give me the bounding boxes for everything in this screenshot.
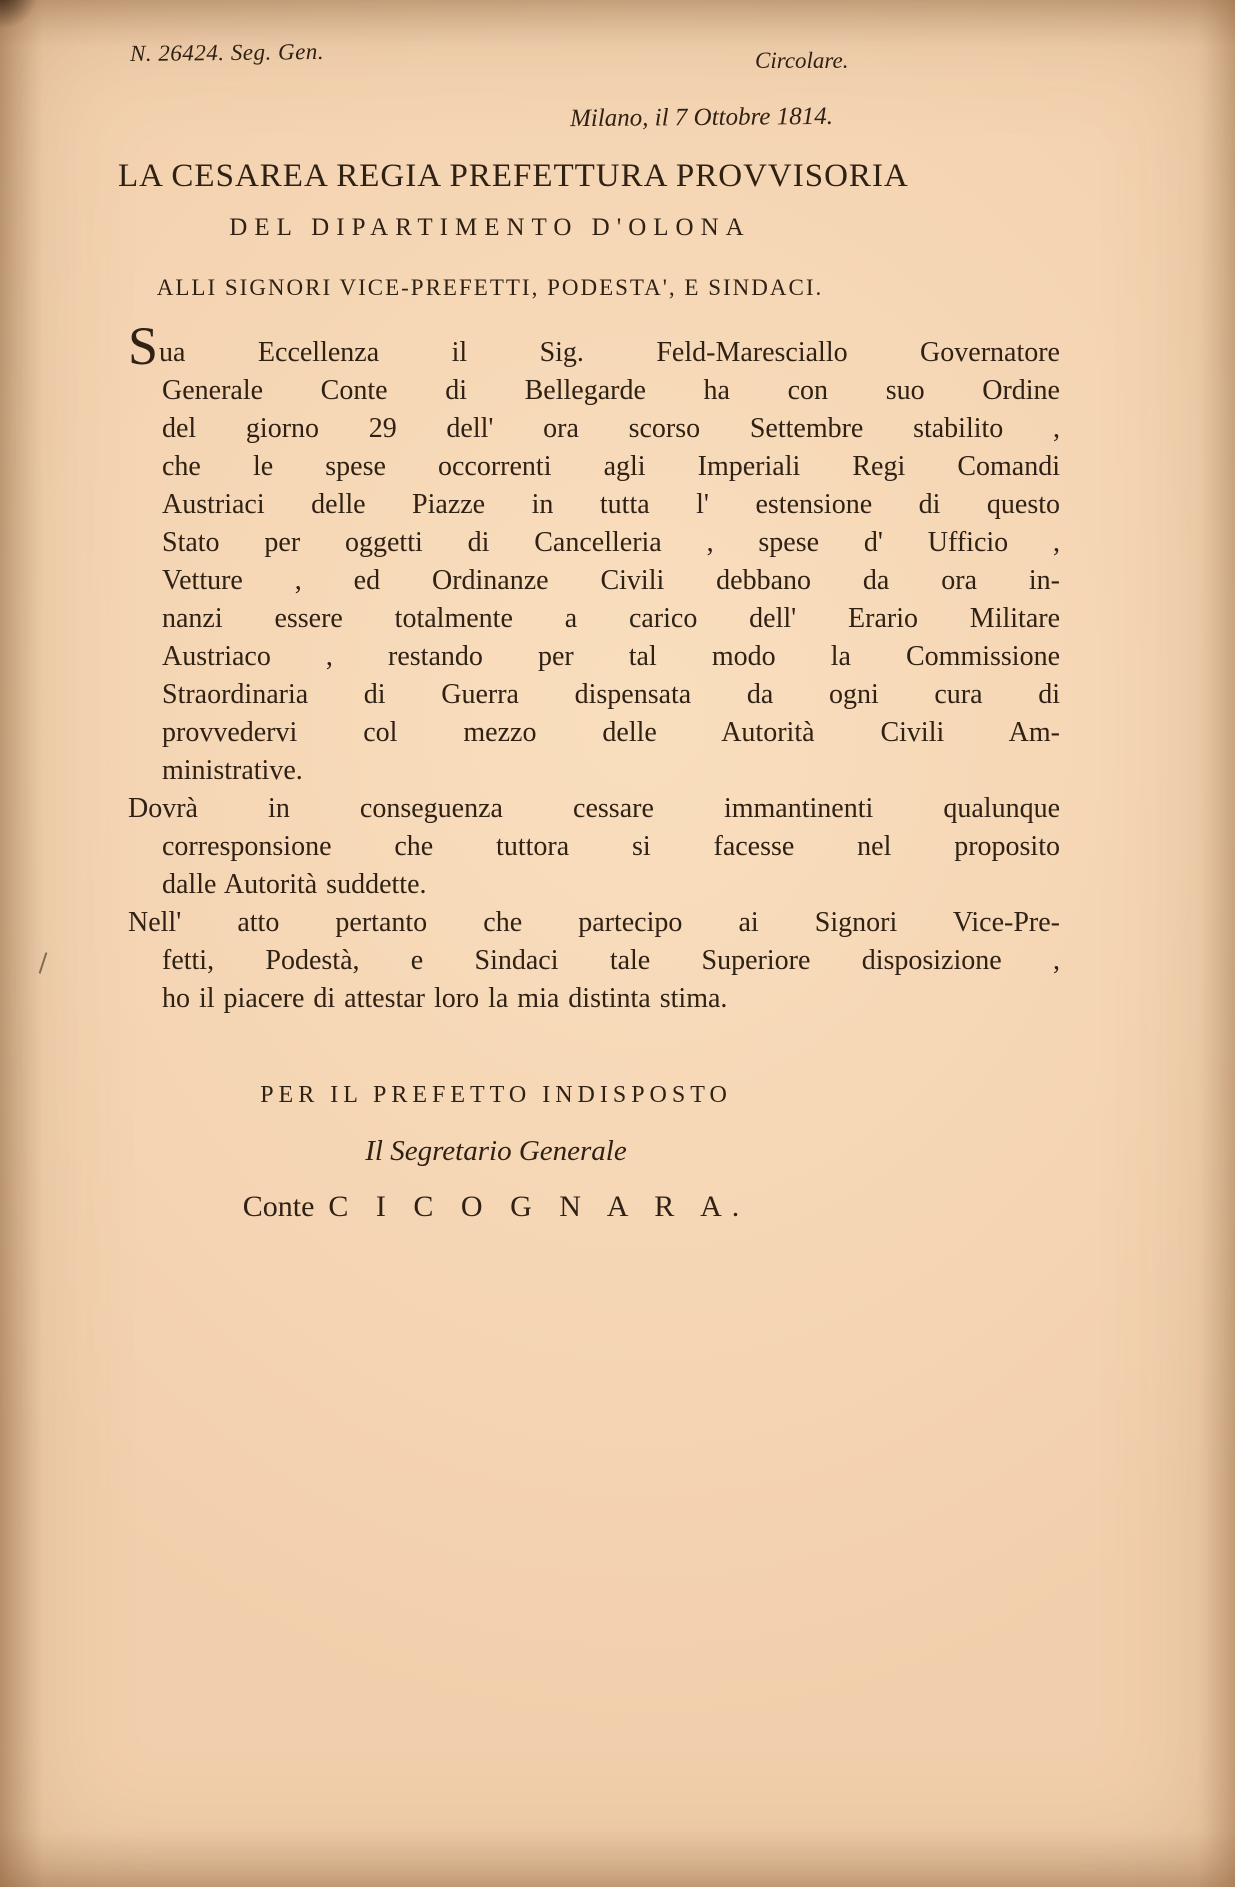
body-line: Generale Conte di Bellegarde ha con suo Ordine	[162, 375, 1060, 406]
closing-capacity-line: PER IL PREFETTO INDISPOSTO	[260, 1082, 732, 1108]
body-line: Nell' atto pertanto che partecipo ai Signori Vice-Pre-	[128, 907, 1060, 938]
body-line: provvedervi col mezzo delle Autorità Civili Am-	[162, 717, 1060, 748]
signature-line	[130, 1190, 862, 1224]
dateline: Milano, il 7 Ottobre 1814.	[569, 102, 834, 133]
body-line: Vetture , ed Ordinanze Civili debbano da ora in-	[162, 565, 1060, 596]
body-line: Straordinaria di Guerra dispensata da ogni cura di	[162, 679, 1060, 710]
body-paragraph-2	[128, 790, 1060, 904]
body-line: del giorno 29 dell' ora scorso Settembre stabilito ,	[162, 413, 1060, 444]
subheading: DEL DIPARTIMENTO D'OLONA	[229, 214, 751, 241]
body-paragraph-1	[128, 316, 1060, 790]
body-line: dalle Autorità suddette.	[162, 869, 427, 900]
body-line: fetti, Podestà, e Sindaci tale Superiore disposizione ,	[162, 945, 1060, 976]
body-line: Austriaci delle Piazze in tutta l' estensione di questo	[162, 489, 1060, 520]
body-line: ho il piacere di attestar loro la mia distinta stima.	[162, 983, 728, 1014]
document-type-label: Circolare.	[755, 48, 849, 73]
body-paragraph-3	[128, 904, 1060, 1018]
body-line: Stato per oggetti di Cancelleria , spese d' Ufficio ,	[162, 527, 1060, 558]
reference-number: N. 26424. Seg. Gen.	[129, 38, 325, 67]
body-line: ministrative.	[162, 755, 303, 786]
signature-name: C I C O G N A R A.	[328, 1190, 750, 1223]
closing-block	[130, 1082, 862, 1224]
salutation: ALLI SIGNORI VICE-PREFETTI, PODESTA', E SINDACI.	[156, 275, 824, 300]
signature-prefix: Conte	[242, 1190, 315, 1223]
body-text	[128, 316, 1060, 1018]
heading: LA CESAREA REGIA PREFETTURA PROVVISORIA	[118, 158, 909, 194]
body-line: Austriaco , restando per tal modo la Commissione	[162, 641, 1060, 672]
body-line: che le spese occorrenti agli Imperiali Regi Comandi	[162, 451, 1060, 482]
closing-role-line: Il Segretario Generale	[365, 1135, 627, 1167]
body-line-text: ua Eccellenza il Sig. Feld-Maresciallo Governatore	[159, 337, 1060, 368]
body-line: Dovrà in conseguenza cessare immantinenti qualunque	[128, 793, 1060, 824]
body-line: corresponsione che tuttora si facesse nel proposito	[162, 831, 1060, 862]
body-line	[128, 316, 1060, 376]
dropcap-initial: S	[128, 316, 159, 376]
body-line: nanzi essere totalmente a carico dell' Erario Militare	[162, 603, 1060, 634]
